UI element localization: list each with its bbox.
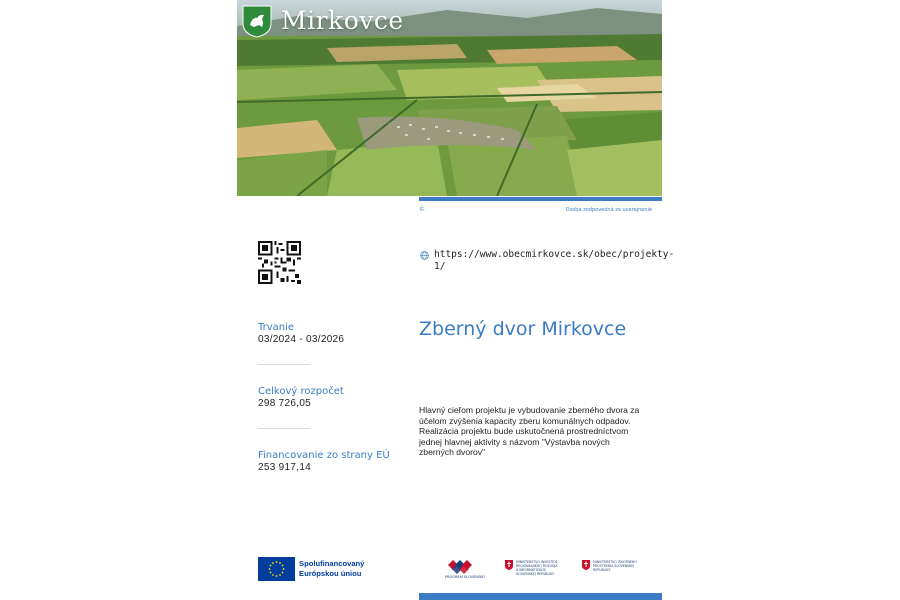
eu-flag-icon <box>258 557 295 581</box>
fact-eu-funding <box>258 450 408 474</box>
project-facts <box>258 322 408 474</box>
slovak-crest-icon <box>582 560 590 570</box>
qr-code[interactable] <box>258 241 301 284</box>
fact-total-budget <box>258 386 408 410</box>
eu-line-1: Spolufinancovaný <box>299 559 365 568</box>
ministry-environment-text: MINISTERSTVO ŽIVOTNÉHO PROSTREDIA SLOVENSKEJ REPUBLIKY <box>593 560 637 572</box>
fact-label: Celkový rozpočet <box>258 386 344 397</box>
ministry-environment-logo <box>582 560 637 572</box>
project-poster <box>237 0 675 600</box>
fact-value: 03/2024 - 03/2026 <box>258 334 345 345</box>
accent-bar-top <box>419 197 662 201</box>
project-description: Hlavný cieľom projektu je vybudovanie zberného dvora za účelom zvýšenia kapacity zberu komunálnych odpadov. Realizácia projektu bude uskutočnená prostredníctvom jednej hlavnej aktivity s názvom "Výstavba nových zberných dvorov" <box>419 405 640 458</box>
eu-cofunding-logo <box>258 557 364 581</box>
fact-duration <box>258 322 408 346</box>
fact-value: 298 726,05 <box>258 398 312 409</box>
eu-text <box>299 559 364 579</box>
fact-label: Trvanie <box>258 322 295 333</box>
coat-of-arms-icon <box>242 5 272 38</box>
divider <box>258 364 310 365</box>
ministry-investment-logo <box>505 560 560 576</box>
responsible-person-label: Osoba zodpovedná za uverejnenie <box>565 207 652 213</box>
project-url[interactable]: https://www.obecmirkovce.sk/obec/projekty-1/ <box>434 249 675 272</box>
eu-line-2: Európskou úniou <box>299 569 362 578</box>
divider <box>258 428 310 429</box>
copyright: © <box>419 206 425 213</box>
project-title: Zberný dvor Mirkovce <box>419 318 627 340</box>
ministry-investment-text: MINISTERSTVO INVESTÍCIÍ, REGIONÁLNEHO ROZVOJA A INFORMATIZÁCIE SLOVENSKEJ REPUBLIKY <box>516 560 559 576</box>
slovak-crest-icon <box>505 560 513 570</box>
aerial-photo <box>237 0 662 196</box>
globe-icon <box>420 251 429 260</box>
town-name: Mirkovce <box>281 6 404 35</box>
fact-value: 253 917,14 <box>258 462 312 473</box>
program-slovensko-label: PROGRAM SLOVENSKO <box>445 575 485 579</box>
accent-bar-bottom <box>419 593 662 600</box>
project-link[interactable] <box>420 249 675 273</box>
fact-label: Financovanie zo strany EÚ <box>258 450 390 461</box>
